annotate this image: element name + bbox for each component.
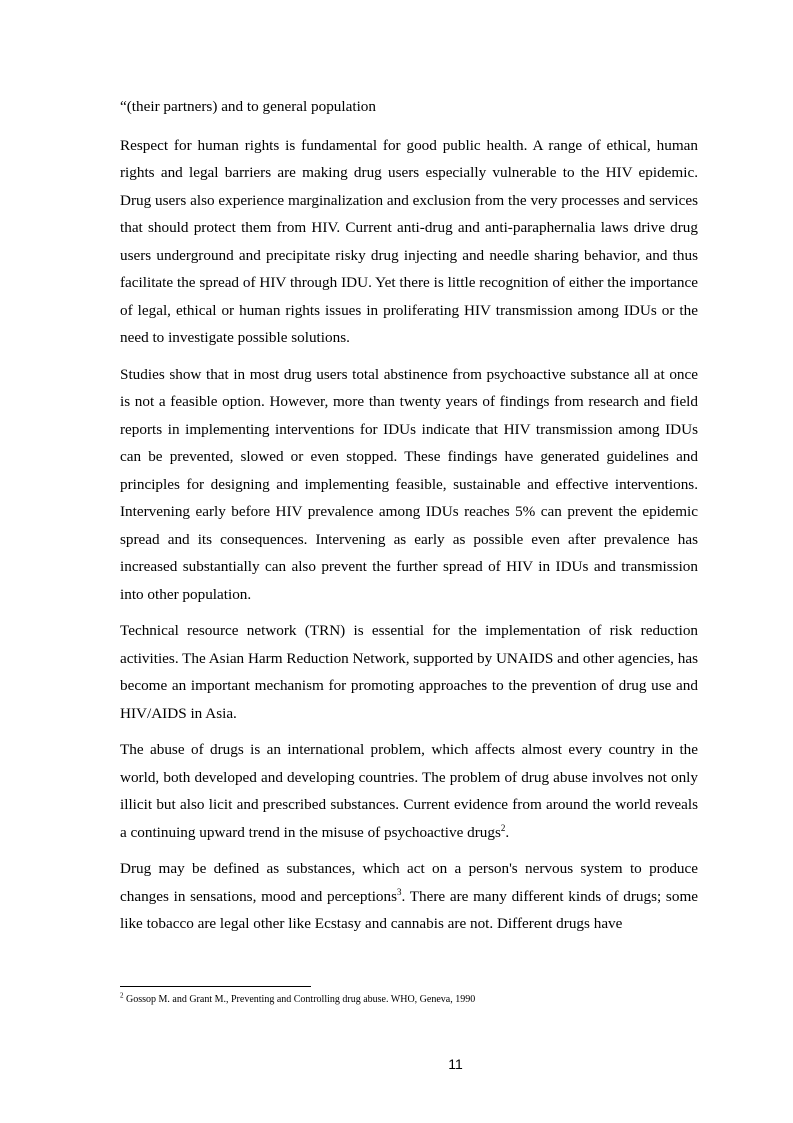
paragraph-5	[120, 736, 698, 846]
paragraph-1: “(their partners) and to general population	[120, 98, 376, 115]
footnote-mark: 2	[120, 991, 124, 1000]
paragraph-5-end: .	[505, 823, 510, 841]
paragraph-4: Technical resource network (TRN) is essential for the implementation of risk reduction activities. The Asian Harm Reduction Network, supported by UNAIDS and other agencies, has become an important mechanism for promoting approaches to the prevention of drug use and HIV/AIDS in Asia.	[120, 622, 698, 722]
footnote-text: Gossop M. and Grant M., Preventing and Controlling drug abuse. WHO, Geneva, 1990	[123, 994, 476, 1005]
page-number: 11	[448, 1056, 463, 1072]
paragraph-3: Studies show that in most drug users total abstinence from psychoactive substance all at once is not a feasible option. However, more than twenty years of findings from research and field reports in implementing interventions for IDUs indicate that HIV transmission among IDUs can be prevented, slowed or even stopped. These findings have generated guidelines and principles for designing and implementing feasible, sustainable and effective interventions. Intervening early before HIV prevalence among IDUs reaches 5% can prevent the epidemic spread and its consequences. Intervening as early as possible even after prevalence has increased substantially can also prevent the further spread of HIV in IDUs and transmission into other population.	[120, 365, 698, 603]
footnote	[120, 993, 698, 1007]
paragraph-6-text-a: Drug may be defined as substances, which act on a person's nervous system to produce changes in sensations, mood and perceptions	[120, 860, 698, 905]
footnote-ref-3: 3	[397, 886, 402, 897]
paragraph-6-text-b: . There are many different kinds of drugs; some like tobacco are legal other like Ecstasy and cannabis are not. Different drugs have	[120, 887, 698, 932]
paragraph-6	[120, 855, 698, 938]
paragraph-5-text: The abuse of drugs is an international problem, which affects almost every country in the world, both developed and developing countries. The problem of drug abuse involves not only illicit but also licit and prescribed substances. Current evidence from around the world reveals a continuing upward trend in the misuse of psychoactive drugs	[120, 741, 698, 841]
document-body	[120, 93, 698, 938]
paragraph-2: Respect for human rights is fundamental for good public health. A range of ethical, human rights and legal barriers are making drug users especially vulnerable to the HIV epidemic. Drug users also experience marginalization and exclusion from the very processes and services that should protect them from HIV. Current anti-drug and anti-paraphernalia laws drive drug users underground and precipitate risky drug injecting and needle sharing behavior, and thus facilitate the spread of HIV through IDU. Yet there is little recognition of either the importance of legal, ethical or human rights issues in proliferating HIV transmission among IDUs or the need to investigate possible solutions.	[120, 136, 698, 346]
footnote-ref-2: 2	[500, 822, 506, 833]
footnote-separator	[120, 986, 311, 987]
